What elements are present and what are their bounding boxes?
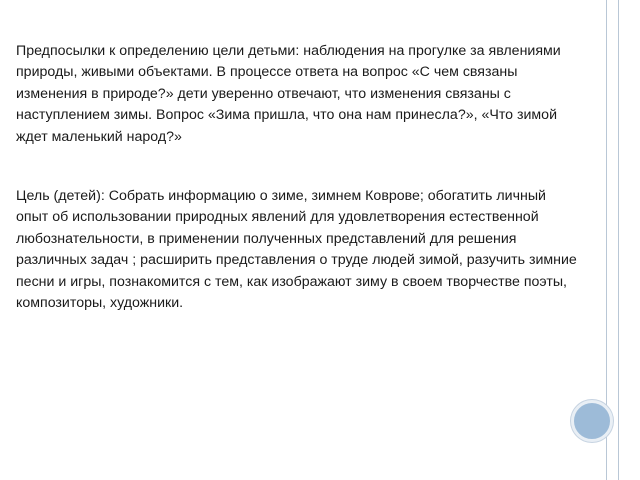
decorative-circle [571, 400, 613, 442]
right-border-line [618, 0, 619, 480]
goal-paragraph: Цель (детей): Собрать информацию о зиме, зимнем Коврове; обогатить личный опыт об использовании природных явлений для удовлетворения естественной любознательности, в применении полученных представлений для решения различных задач ; расширить представления о труде людей зимой, разучить зимние песни и игры, познакомится с тем, как изображают зиму в своем творчестве поэты, композиторы, художники. [16, 188, 577, 312]
prerequisites-paragraph: Предпосылки к определению цели детьми: наблюдения на прогулке за явлениями природы, живыми объектами. В процессе ответа на вопрос «С чем связаны изменения в природе?» дети уверенно отвечают, что изменения связаны с наступлением зимы. Вопрос «Зима пришла, что она нам принесла?», «Что зимой ждет маленький народ?» [16, 43, 561, 145]
